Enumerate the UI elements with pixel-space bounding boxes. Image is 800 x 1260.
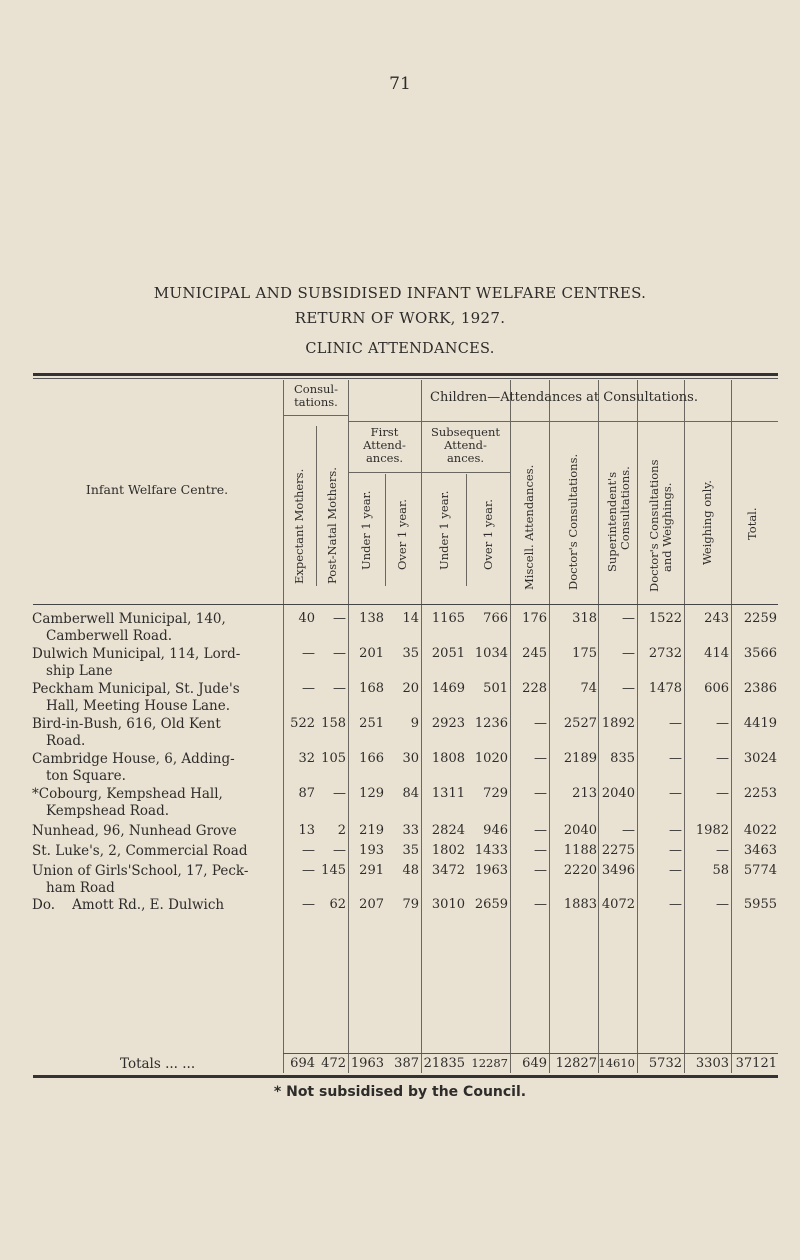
table-cell: 168: [359, 681, 384, 696]
table-cell: —: [534, 863, 547, 878]
table-cell: 1892: [601, 716, 635, 731]
table-cell: 1034: [474, 646, 508, 661]
table-cell: 1433: [474, 843, 508, 858]
centre-name-line1: Peckham Municipal, St. Jude's: [32, 681, 240, 697]
table-bottom-rule: [33, 1075, 778, 1078]
centre-name-line2: ship Lane: [46, 663, 113, 679]
totals-label: Totals ... ...: [120, 1056, 196, 1072]
header-children-attendances: Children—Attendances at Consultations.: [430, 390, 698, 405]
table-cell: 4022: [743, 823, 777, 838]
table-cell: 129: [359, 786, 384, 801]
table-cell: 2527: [563, 716, 597, 731]
table-cell: 2732: [648, 646, 682, 661]
table-cell: 58: [712, 863, 729, 878]
table-cell: 2051: [431, 646, 465, 661]
centre-name: [32, 611, 276, 645]
table-cell: 79: [402, 897, 419, 912]
table-cell: —: [622, 611, 635, 626]
totals-value: 14610: [598, 1056, 635, 1070]
table-cell: 74: [580, 681, 597, 696]
centre-name: [32, 751, 276, 785]
header-subsequent-under-1-year: Under 1 year.: [437, 490, 451, 570]
totals-value: 649: [522, 1056, 547, 1071]
table-cell: 414: [704, 646, 729, 661]
table-cell: 1883: [563, 897, 597, 912]
centre-name: [32, 843, 276, 860]
table-cell: 5955: [743, 897, 777, 912]
header-rule: [348, 421, 778, 422]
table-cell: 1802: [431, 843, 465, 858]
centre-name-line1: Dulwich Municipal, 114, Lord-: [32, 646, 241, 662]
centre-name-line2: Road.: [46, 733, 86, 749]
table-cell: —: [669, 751, 682, 766]
centre-name: [32, 786, 276, 820]
table-cell: 291: [359, 863, 384, 878]
totals-value: 37121: [735, 1056, 777, 1071]
table-cell: 501: [483, 681, 508, 696]
table-cell: 201: [359, 646, 384, 661]
table-cell: 48: [402, 863, 419, 878]
table-cell: —: [333, 843, 346, 858]
table-cell: 32: [298, 751, 315, 766]
column-divider: [316, 426, 317, 586]
centre-name-line1: St. Luke's, 2, Commercial Road: [32, 843, 248, 859]
header-expectant-mothers: Expectant Mothers.: [292, 468, 306, 584]
table-cell: 766: [483, 611, 508, 626]
table-cell: 606: [704, 681, 729, 696]
table-cell: —: [716, 897, 729, 912]
table-cell: —: [669, 863, 682, 878]
totals-value: 12827: [555, 1056, 597, 1071]
table-cell: —: [669, 716, 682, 731]
table-cell: 35: [402, 646, 419, 661]
table-cell: 318: [572, 611, 597, 626]
header-post-natal-mothers: Post-Natal Mothers.: [325, 467, 339, 584]
header-rule: [348, 472, 510, 473]
table-cell: 1188: [563, 843, 597, 858]
table-cell: 3472: [431, 863, 465, 878]
centre-name-line1: Union of Girls'School, 17, Peck-: [32, 863, 249, 879]
table-cell: —: [333, 611, 346, 626]
centre-name-line1: Do. Amott Rd., E. Dulwich: [32, 897, 225, 913]
table-cell: 2923: [431, 716, 465, 731]
header-miscell-attendances: Miscell. Attendances.: [522, 464, 536, 590]
table-cell: 5774: [743, 863, 777, 878]
header-first-under-1-year: Under 1 year.: [359, 490, 373, 570]
centre-name: [32, 863, 276, 897]
table-cell: 33: [402, 823, 419, 838]
table-cell: 2220: [563, 863, 597, 878]
centre-name: [32, 681, 276, 715]
column-divider: [385, 474, 386, 586]
table-top-thin-rule: [33, 378, 778, 379]
totals-value: 12287: [471, 1056, 508, 1070]
table-cell: 2275: [601, 843, 635, 858]
header-superintendents-consultations: Superintendent's Consultations.: [605, 466, 632, 572]
table-cell: 138: [359, 611, 384, 626]
centre-name: [32, 646, 276, 680]
table-cell: 219: [359, 823, 384, 838]
table-cell: 3496: [601, 863, 635, 878]
centre-name-line2: Camberwell Road.: [46, 628, 173, 644]
table-cell: 2386: [743, 681, 777, 696]
table-cell: 213: [572, 786, 597, 801]
header-rule: [283, 415, 348, 416]
table-cell: —: [622, 681, 635, 696]
table-cell: 243: [704, 611, 729, 626]
table-cell: 2259: [743, 611, 777, 626]
table-cell: 166: [359, 751, 384, 766]
centre-name: [32, 897, 276, 914]
header-subsequent-over-1-year: Over 1 year.: [481, 499, 495, 570]
table-cell: —: [716, 716, 729, 731]
table-cell: —: [622, 823, 635, 838]
table-cell: —: [302, 897, 315, 912]
table-cell: —: [534, 843, 547, 858]
table-cell: —: [302, 646, 315, 661]
table-cell: 40: [298, 611, 315, 626]
table-cell: 3566: [743, 646, 777, 661]
table-cell: 2040: [563, 823, 597, 838]
footnote: * Not subsidised by the Council.: [273, 1084, 527, 1100]
table-cell: —: [716, 843, 729, 858]
centre-name: [32, 823, 276, 840]
page-number: 71: [389, 74, 411, 94]
table-cell: 2189: [563, 751, 597, 766]
table-cell: —: [302, 843, 315, 858]
table-cell: 228: [522, 681, 547, 696]
table-cell: 1808: [431, 751, 465, 766]
table-cell: 3010: [431, 897, 465, 912]
header-consultations: Consul- tations.: [293, 382, 338, 409]
table-cell: —: [669, 786, 682, 801]
table-cell: 2040: [601, 786, 635, 801]
table-cell: 835: [610, 751, 635, 766]
table-cell: —: [534, 823, 547, 838]
table-cell: 1982: [695, 823, 729, 838]
table-cell: —: [302, 681, 315, 696]
table-cell: 176: [522, 611, 547, 626]
table-top-rule: [33, 373, 778, 376]
table-cell: —: [716, 751, 729, 766]
totals-value: 21835: [423, 1056, 465, 1071]
table-cell: —: [669, 823, 682, 838]
totals-value: 1963: [350, 1056, 384, 1071]
table-cell: —: [534, 786, 547, 801]
table-cell: —: [534, 751, 547, 766]
header-subsequent-attendances: Subsequent Attend- ances.: [431, 425, 500, 465]
header-weighing-only: Weighing only.: [700, 480, 714, 565]
centre-name-line1: Nunhead, 96, Nunhead Grove: [32, 823, 237, 839]
table-cell: —: [622, 646, 635, 661]
table-cell: 1236: [474, 716, 508, 731]
totals-value: 472: [321, 1056, 346, 1071]
header-first-attendances: First Attend- ances.: [363, 425, 406, 465]
table-cell: 1478: [648, 681, 682, 696]
table-cell: 2: [337, 823, 346, 838]
table-cell: 87: [298, 786, 315, 801]
table-cell: 3024: [743, 751, 777, 766]
table-cell: 1469: [431, 681, 465, 696]
table-cell: —: [333, 646, 346, 661]
table-cell: 4419: [743, 716, 777, 731]
table-caption: CLINIC ATTENDANCES.: [305, 341, 495, 357]
table-cell: 62: [329, 897, 346, 912]
centre-name-line1: Bird-in-Bush, 616, Old Kent: [32, 716, 221, 732]
table-cell: 3463: [743, 843, 777, 858]
table-cell: —: [716, 786, 729, 801]
table-cell: 20: [402, 681, 419, 696]
centre-name-line2: Kempshead Road.: [46, 803, 170, 819]
table-cell: 105: [321, 751, 346, 766]
table-cell: 245: [522, 646, 547, 661]
table-cell: 1311: [431, 786, 465, 801]
totals-value: 5732: [648, 1056, 682, 1071]
table-cell: 175: [572, 646, 597, 661]
table-cell: 9: [410, 716, 419, 731]
totals-value: 387: [394, 1056, 419, 1071]
centre-name: [32, 716, 276, 750]
table-cell: 1522: [648, 611, 682, 626]
table-cell: 14: [402, 611, 419, 626]
table-cell: 2659: [474, 897, 508, 912]
table-cell: 84: [402, 786, 419, 801]
table-cell: 2253: [743, 786, 777, 801]
header-first-over-1-year: Over 1 year.: [395, 499, 409, 570]
table-cell: 729: [483, 786, 508, 801]
table-cell: 207: [359, 897, 384, 912]
table-cell: —: [534, 716, 547, 731]
table-cell: 522: [290, 716, 315, 731]
table-cell: 2824: [431, 823, 465, 838]
totals-rule: [283, 1053, 778, 1054]
totals-value: 3303: [695, 1056, 729, 1071]
table-cell: —: [333, 786, 346, 801]
centre-name-line2: ton Square.: [46, 768, 126, 784]
header-doctors-consultations: Doctor's Consultations.: [566, 453, 580, 590]
centre-name-line2: Hall, Meeting House Lane.: [46, 698, 231, 714]
table-cell: 193: [359, 843, 384, 858]
header-bottom-rule: [33, 604, 778, 605]
table-cell: 1963: [474, 863, 508, 878]
centre-name-line2: ham Road: [46, 880, 115, 896]
header-total: Total.: [745, 507, 759, 540]
table-cell: —: [333, 681, 346, 696]
table-cell: —: [534, 897, 547, 912]
table-cell: 13: [298, 823, 315, 838]
report-title: MUNICIPAL AND SUBSIDISED INFANT WELFARE CENTRES.: [153, 284, 647, 302]
header-infant-welfare-centre: Infant Welfare Centre.: [85, 482, 229, 497]
report-subtitle: RETURN OF WORK, 1927.: [294, 309, 506, 327]
table-cell: 35: [402, 843, 419, 858]
table-cell: —: [302, 863, 315, 878]
table-cell: 251: [359, 716, 384, 731]
column-divider: [466, 474, 467, 586]
table-cell: 946: [483, 823, 508, 838]
table-cell: —: [669, 897, 682, 912]
table-cell: —: [669, 843, 682, 858]
table-cell: 4072: [601, 897, 635, 912]
totals-value: 694: [290, 1056, 315, 1071]
table-cell: 1165: [431, 611, 465, 626]
table-cell: 145: [321, 863, 346, 878]
centre-name-line1: Camberwell Municipal, 140,: [32, 611, 226, 627]
header-doctors-consultations-and-weighings: Doctor's Consultations and Weighings.: [647, 459, 674, 592]
centre-name-line1: *Cobourg, Kempshead Hall,: [32, 786, 223, 802]
table-cell: 158: [321, 716, 346, 731]
table-cell: 1020: [474, 751, 508, 766]
table-cell: 30: [402, 751, 419, 766]
centre-name-line1: Cambridge House, 6, Adding-: [32, 751, 235, 767]
